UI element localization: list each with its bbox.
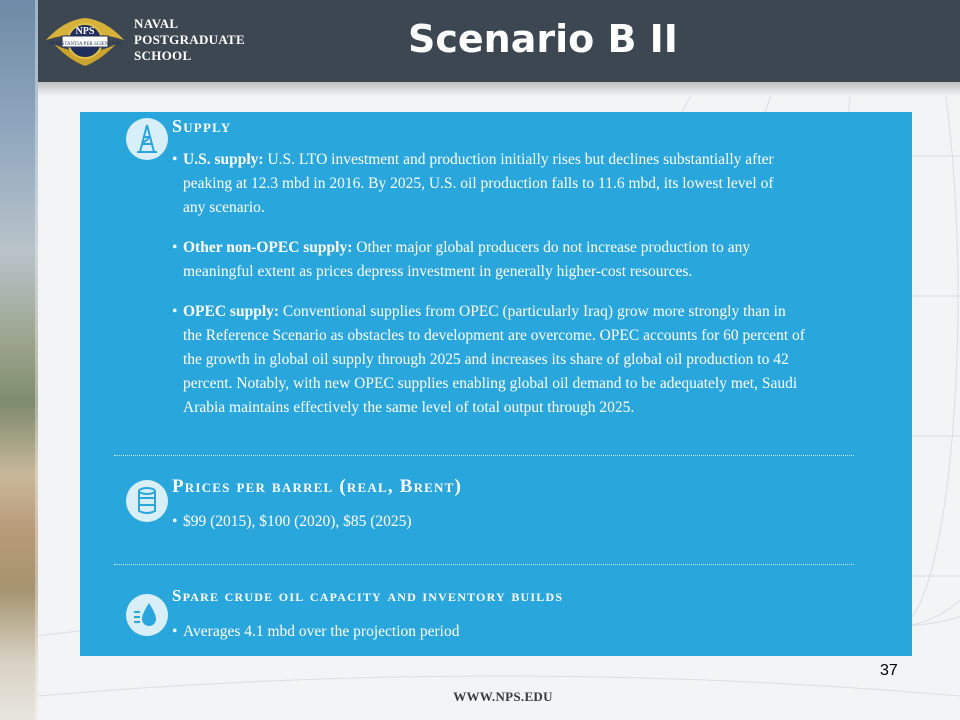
bullet-dot: • bbox=[172, 513, 178, 530]
bullet-text: Averages 4.1 mbd over the projection period bbox=[183, 623, 460, 640]
campus-photo-strip bbox=[0, 0, 38, 720]
bullet-us-supply bbox=[172, 148, 862, 220]
bullet-text: any scenario. bbox=[183, 199, 265, 216]
school-name bbox=[134, 16, 245, 64]
bullet-text: $99 (2015), $100 (2020), $85 (2025) bbox=[183, 513, 412, 530]
oil-derrick-icon bbox=[126, 118, 168, 160]
school-name-line2: POSTGRADUATE bbox=[134, 32, 245, 47]
seal-motto: PRAESTANTIA PER SCIENTIAM bbox=[48, 42, 122, 47]
bullet-dot: • bbox=[172, 303, 178, 320]
bullet-text: Conventional supplies from OPEC (particularly Iraq) grow more strongly than in bbox=[282, 303, 786, 320]
oil-drop-icon bbox=[126, 594, 168, 636]
school-name-line3: SCHOOL bbox=[134, 48, 192, 63]
bullet-prices bbox=[172, 510, 862, 534]
barrel-icon bbox=[126, 480, 168, 522]
seal-acronym: NPS bbox=[75, 26, 95, 37]
bullet-text: percent. Notably, with new OPEC supplies enabling global oil demand to be adequately met, Saudi bbox=[183, 375, 798, 392]
nps-seal-logo bbox=[44, 14, 126, 68]
bullet-label: Other non-OPEC supply: bbox=[183, 239, 353, 256]
header-shadow bbox=[38, 82, 960, 96]
bullet-text: peaking at 12.3 mbd in 2016. By 2025, U.S. oil production falls to 11.6 mbd, its lowest level of bbox=[183, 175, 774, 192]
bullet-text: meaningful extent as prices depress investment in generally higher-cost resources. bbox=[183, 263, 693, 280]
slide-title: Scenario B II bbox=[408, 17, 678, 61]
bullet-dot: • bbox=[172, 151, 178, 168]
bullet-label: OPEC supply: bbox=[183, 303, 280, 320]
section-divider bbox=[114, 455, 854, 456]
bullet-dot: • bbox=[172, 239, 178, 256]
bullet-text: Other major global producers do not increase production to any bbox=[356, 239, 751, 256]
footer-url: WWW.NPS.EDU bbox=[453, 689, 553, 704]
bullet-opec-supply bbox=[172, 300, 862, 420]
school-name-line1: NAVAL bbox=[134, 16, 179, 31]
page-number: 37 bbox=[880, 662, 898, 679]
bullet-text: the growth in global oil supply through 2025 and increases its share of global oil production to 42 bbox=[183, 351, 789, 368]
bullet-label: U.S. supply: bbox=[183, 151, 264, 168]
supply-heading: Supply bbox=[172, 116, 232, 136]
bullet-text: U.S. LTO investment and production initially rises but declines substantially after bbox=[267, 151, 774, 168]
bullet-dot: • bbox=[172, 623, 178, 640]
bullet-text: the Reference Scenario as obstacles to development are overcome. OPEC accounts for 60 percent of bbox=[183, 327, 805, 344]
prices-heading: Prices per barrel (real, Brent) bbox=[172, 476, 463, 497]
section-divider bbox=[114, 564, 854, 565]
bullet-spare-capacity bbox=[172, 620, 862, 644]
bullet-non-opec-supply bbox=[172, 236, 862, 284]
scenario-panel bbox=[80, 112, 912, 656]
bullet-text: Arabia maintains effectively the same level of total output through 2025. bbox=[183, 399, 635, 416]
spare-capacity-heading: Spare crude oil capacity and inventory builds bbox=[172, 586, 564, 605]
